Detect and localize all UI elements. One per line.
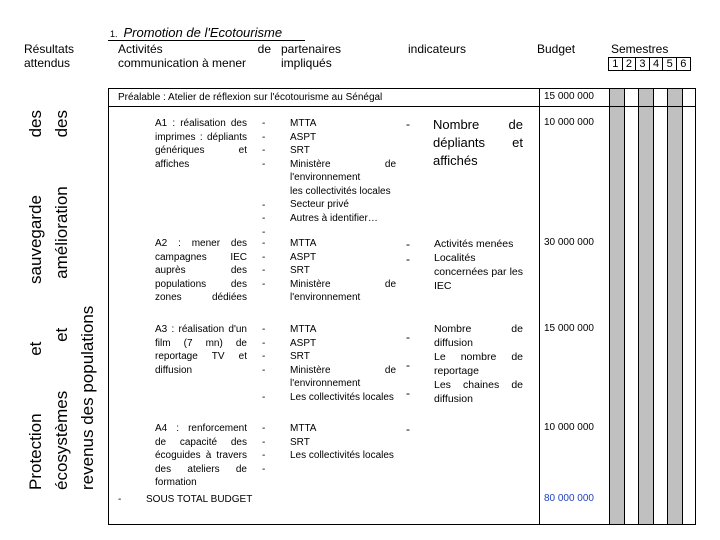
a4-dashes: - - - - <box>262 423 266 475</box>
a1-partners: MTTA ASPT SRT Ministère de l'environnement les collectivités locales Secteur privé Autres à identifier… <box>290 118 396 224</box>
a2-indicators: Activités menées Localités concernées par les IEC <box>434 238 523 292</box>
header-resultats: Résultats attendus <box>24 42 75 70</box>
prealable-budget: 15 000 000 <box>543 91 594 102</box>
semestre-col-5 <box>668 89 682 524</box>
subtotal-dash: - <box>118 494 122 505</box>
a4-budget: 10 000 000 <box>543 422 594 433</box>
activity-a4: A4 : renforcement de capacité des écoguides à travers des ateliers de formation <box>155 423 247 489</box>
prealable-text: Préalable : Atelier de réflexion sur l'écotourisme au Sénégal <box>118 92 383 103</box>
activity-a2: A2 : mener des campagnes IEC auprès des populations des zones dédiées <box>155 238 247 304</box>
a1-indicator: Nombre de dépliants et affichés <box>433 117 523 168</box>
a2-dashes: - - - - <box>262 238 266 290</box>
a3-dashes: - - - - - <box>262 324 266 403</box>
subtotal-budget: 80 000 000 <box>543 493 594 504</box>
title-underline <box>108 40 305 41</box>
a4-partners: MTTA SRT Les collectivités locales <box>290 423 394 462</box>
a3-partners: MTTA ASPT SRT Ministère de l'environnement Les collectivités locales <box>290 324 396 403</box>
semestre-4: 4 <box>649 57 664 71</box>
semestre-numbers <box>609 57 691 71</box>
page-title: 1. Promotion de l'Ecotourisme <box>110 25 283 40</box>
header-budget: Budget <box>537 42 576 56</box>
activity-a1: A1 : réalisation des imprimes : dépliants génériques et affiches <box>155 118 247 170</box>
semestre-col-3 <box>639 89 653 524</box>
semestre-3: 3 <box>635 57 650 71</box>
header-partenaires: partenaires impliqués <box>281 42 342 70</box>
a2-partners: MTTA ASPT SRT Ministère de l'environnement <box>290 238 396 304</box>
semestre-1: 1 <box>608 57 623 71</box>
a1-budget: 10 000 000 <box>543 117 594 128</box>
a3-budget: 15 000 000 <box>543 323 594 334</box>
result-label: Protection et sauvegarde des écosystèmes et amélioration des revenus des populations <box>26 110 97 490</box>
a1-dashes: - - - - - - - <box>262 118 266 238</box>
header-indicateurs: indicateurs <box>408 42 467 56</box>
a2-budget: 30 000 000 <box>543 237 594 248</box>
a3-indicators: Nombre de diffusion Le nombre de reportage Les chaines de diffusion <box>434 323 523 405</box>
semestre-6: 6 <box>676 57 691 71</box>
activity-a3: A3 : réalisation d'un film (7 mn) de reportage TV et diffusion <box>155 324 247 376</box>
subtotal-label: SOUS TOTAL BUDGET <box>146 494 253 505</box>
semestre-5: 5 <box>662 57 677 71</box>
header-activites: Activités de communication à mener <box>118 42 271 70</box>
header-semestres: Semestres <box>611 42 669 56</box>
semestre-2: 2 <box>622 57 637 71</box>
semestre-col-1 <box>610 89 624 524</box>
